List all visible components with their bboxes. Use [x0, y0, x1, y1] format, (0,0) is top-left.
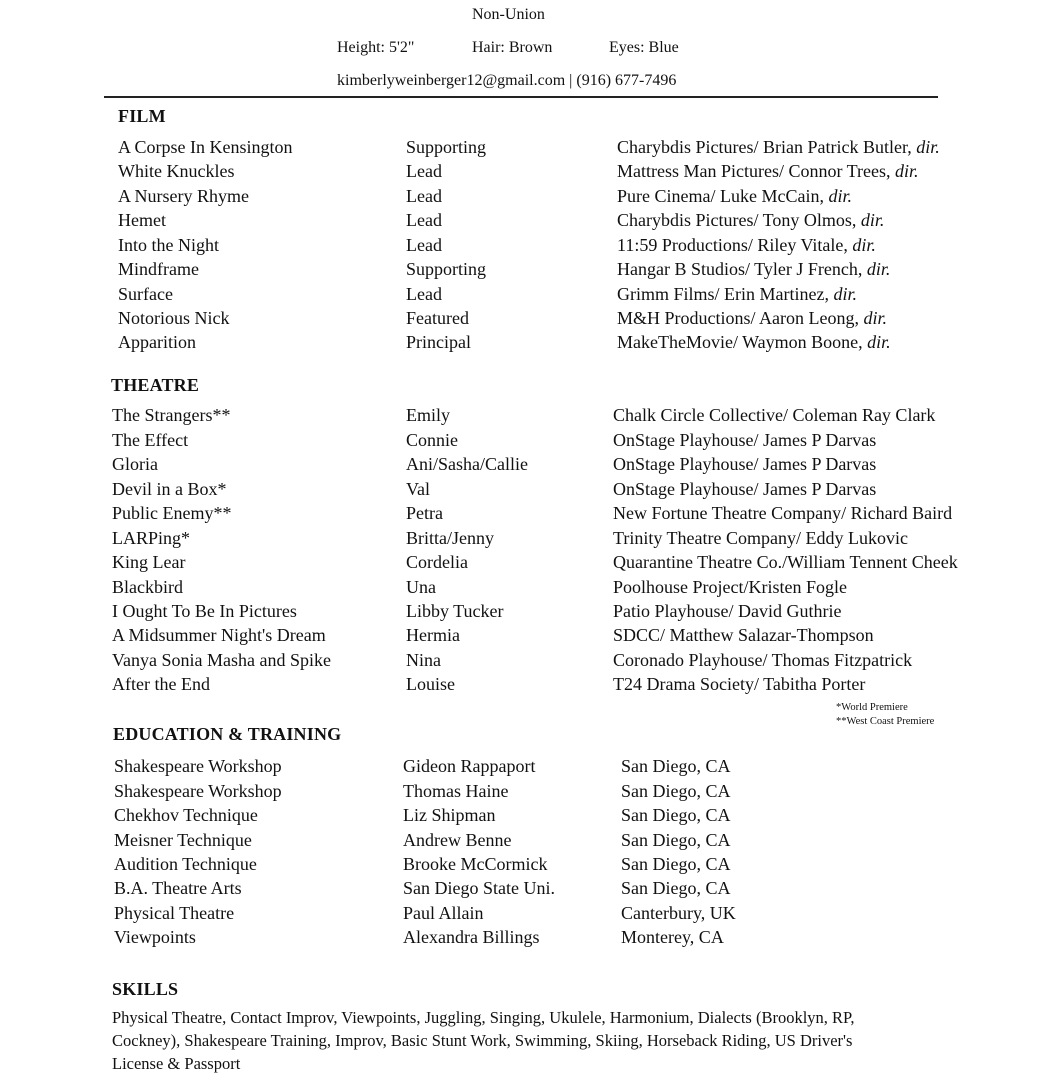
theatre-role: Connie [406, 430, 458, 450]
theatre-heading: THEATRE [111, 375, 200, 395]
hair-stat: Hair: Brown [472, 39, 553, 56]
teacher-name: San Diego State Uni. [403, 878, 555, 898]
film-title: A Nursery Rhyme [118, 186, 249, 206]
course-location: San Diego, CA [621, 830, 731, 850]
director-abbrev: dir. [833, 284, 857, 304]
theatre-company: OnStage Playhouse/ James P Darvas [613, 479, 877, 499]
theatre-title: Devil in a Box* [112, 479, 227, 499]
film-title: Apparition [118, 332, 196, 352]
director-abbrev: dir. [866, 259, 891, 279]
theatre-title: LARPing* [112, 528, 191, 548]
film-role: Supporting [406, 259, 487, 279]
film-company [617, 284, 857, 305]
film-role: Featured [406, 308, 469, 328]
theatre-title: Gloria [112, 454, 158, 474]
teacher-name: Paul Allain [403, 903, 484, 923]
theatre-company: Coronado Playhouse/ Thomas Fitzpatrick [613, 650, 913, 670]
teacher-name: Alexandra Billings [403, 927, 540, 947]
film-company-name: Mattress Man Pictures/ Connor Trees, [617, 161, 895, 181]
theatre-company: Trinity Theatre Company/ Eddy Lukovic [613, 528, 908, 548]
theatre-role: Louise [406, 674, 455, 694]
skills-list: Physical Theatre, Contact Improv, Viewpoints, Juggling, Singing, Ukulele, Harmonium, Dialects (Brooklyn, RP, Cockney), Shakespeare Training, Improv, Basic Stunt Work, Swimming, Skiing, Horseback Riding, US Driver's License & Passport [112, 1008, 855, 1073]
skills-heading: SKILLS [112, 979, 179, 999]
film-title: Mindframe [118, 259, 199, 279]
teacher-name: Brooke McCormick [403, 854, 548, 874]
film-title: White Knuckles [118, 161, 235, 181]
union-status: Non-Union [472, 6, 545, 23]
course-name: Chekhov Technique [114, 805, 258, 825]
course-location: Canterbury, UK [621, 903, 736, 923]
theatre-title: After the End [112, 674, 210, 694]
film-company-name: Hangar B Studios/ Tyler J French, [617, 259, 867, 279]
theatre-role: Libby Tucker [406, 601, 504, 621]
film-role: Principal [406, 332, 471, 352]
film-company [617, 161, 919, 182]
film-company [617, 235, 876, 256]
film-title: Surface [118, 284, 173, 304]
director-abbrev: dir. [860, 210, 885, 230]
education-heading: EDUCATION & TRAINING [113, 724, 342, 744]
theatre-company: Patio Playhouse/ David Guthrie [613, 601, 842, 621]
theatre-role: Una [406, 577, 436, 597]
theatre-company: T24 Drama Society/ Tabitha Porter [613, 674, 866, 694]
footnote-west-coast-premiere: **West Coast Premiere [836, 716, 935, 727]
course-location: San Diego, CA [621, 805, 731, 825]
teacher-name: Andrew Benne [403, 830, 512, 850]
height-stat: Height: 5'2" [337, 39, 415, 56]
film-role: Lead [406, 235, 442, 255]
course-name: Audition Technique [114, 854, 257, 874]
theatre-title: The Effect [112, 430, 189, 450]
course-name: Viewpoints [114, 927, 196, 947]
film-company-name: MakeTheMovie/ Waymon Boone, [617, 332, 868, 352]
theatre-role: Val [406, 479, 430, 499]
theatre-company: Quarantine Theatre Co./William Tennent Cheek [613, 552, 958, 572]
theatre-role: Petra [406, 503, 443, 523]
theatre-company: New Fortune Theatre Company/ Richard Baird [613, 503, 953, 523]
film-role: Lead [406, 186, 442, 206]
footnote-world-premiere: *World Premiere [836, 702, 908, 713]
film-title: A Corpse In Kensington [118, 137, 293, 157]
film-role: Lead [406, 161, 442, 181]
course-name: Shakespeare Workshop [114, 781, 282, 801]
film-company-name: Charybdis Pictures/ Brian Patrick Butler, [617, 137, 917, 157]
teacher-name: Liz Shipman [403, 805, 496, 825]
director-abbrev: dir. [895, 161, 919, 181]
film-company [617, 186, 852, 207]
theatre-role: Hermia [406, 625, 460, 645]
course-location: San Diego, CA [621, 781, 731, 801]
film-company [617, 137, 940, 158]
teacher-name: Thomas Haine [403, 781, 509, 801]
film-company [617, 259, 890, 280]
film-title: Hemet [118, 210, 166, 230]
film-role: Lead [406, 284, 442, 304]
director-abbrev: dir. [828, 186, 852, 206]
theatre-title: Blackbird [112, 577, 183, 597]
theatre-role: Cordelia [406, 552, 468, 572]
theatre-role: Nina [406, 650, 441, 670]
course-name: Meisner Technique [114, 830, 252, 850]
theatre-company: OnStage Playhouse/ James P Darvas [613, 430, 877, 450]
film-heading: FILM [118, 106, 166, 126]
teacher-name: Gideon Rappaport [403, 756, 536, 776]
director-abbrev: dir. [867, 332, 891, 352]
theatre-company: SDCC/ Matthew Salazar-Thompson [613, 625, 874, 645]
course-location: Monterey, CA [621, 927, 724, 947]
header-divider [104, 96, 938, 98]
film-company-name: Pure Cinema/ Luke McCain, [617, 186, 829, 206]
film-company [617, 210, 884, 231]
theatre-title: The Strangers** [112, 405, 231, 425]
theatre-role: Emily [406, 405, 450, 425]
film-company-name: Grimm Films/ Erin Martinez, [617, 284, 834, 304]
film-company [617, 308, 887, 329]
contact-info: kimberlyweinberger12@gmail.com | (916) 677-7496 [337, 72, 677, 89]
film-title: Into the Night [118, 235, 219, 255]
eyes-stat: Eyes: Blue [609, 39, 679, 56]
theatre-title: Public Enemy** [112, 503, 232, 523]
theatre-title: I Ought To Be In Pictures [112, 601, 297, 621]
course-name: Physical Theatre [114, 903, 235, 923]
theatre-role: Britta/Jenny [406, 528, 494, 548]
film-company-name: Charybdis Pictures/ Tony Olmos, [617, 210, 861, 230]
course-location: San Diego, CA [621, 878, 731, 898]
course-name: B.A. Theatre Arts [114, 878, 242, 898]
director-abbrev: dir. [863, 308, 887, 328]
film-role: Supporting [406, 137, 487, 157]
film-role: Lead [406, 210, 442, 230]
theatre-company: Poolhouse Project/Kristen Fogle [613, 577, 847, 597]
course-location: San Diego, CA [621, 756, 731, 776]
theatre-title: Vanya Sonia Masha and Spike [112, 650, 331, 670]
theatre-role: Ani/Sasha/Callie [406, 454, 528, 474]
course-location: San Diego, CA [621, 854, 731, 874]
film-company-name: 11:59 Productions/ Riley Vitale, [617, 235, 853, 255]
director-abbrev: dir. [916, 137, 940, 157]
film-company [617, 332, 891, 353]
film-title: Notorious Nick [118, 308, 230, 328]
film-company-name: M&H Productions/ Aaron Leong, [617, 308, 864, 328]
course-name: Shakespeare Workshop [114, 756, 282, 776]
theatre-title: A Midsummer Night's Dream [112, 625, 326, 645]
theatre-title: King Lear [112, 552, 186, 572]
theatre-company: Chalk Circle Collective/ Coleman Ray Clark [613, 405, 936, 425]
director-abbrev: dir. [852, 235, 876, 255]
theatre-company: OnStage Playhouse/ James P Darvas [613, 454, 877, 474]
